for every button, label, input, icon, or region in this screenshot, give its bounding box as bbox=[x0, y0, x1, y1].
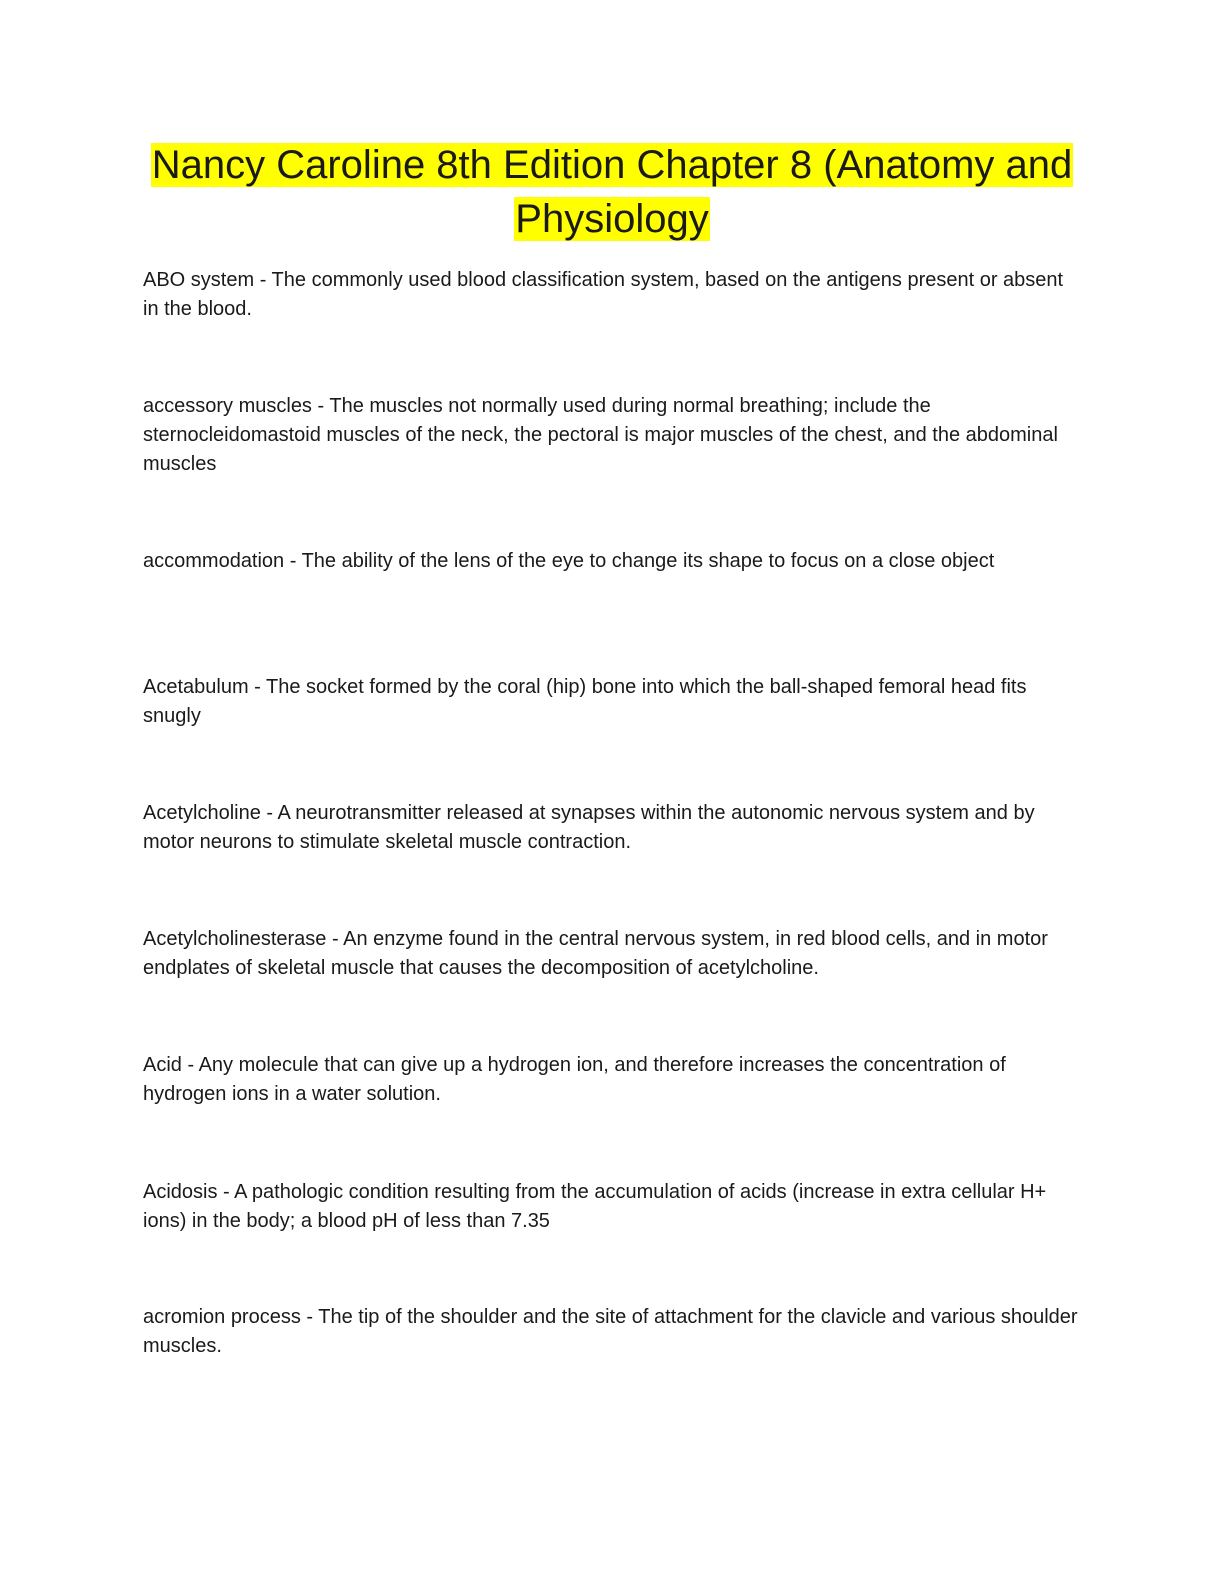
glossary-entry: Acid - Any molecule that can give up a hydrogen ion, and therefore increases the concentration of hydrogen ions in a water solution. bbox=[143, 1054, 1006, 1105]
glossary-entry: Acetabulum - The socket formed by the coral (hip) bone into which the ball-shaped femoral head fits snugly bbox=[143, 676, 1027, 727]
glossary-entry: Acidosis - A pathologic condition resulting from the accumulation of acids (increase in extra cellular H+ ions) in the body; a blood pH of less than 7.35 bbox=[143, 1181, 1047, 1232]
page-title bbox=[100, 138, 1124, 246]
glossary-entry: ABO system - The commonly used blood classification system, based on the antigens present or absent in the blood. bbox=[143, 269, 1064, 320]
glossary-entry: accommodation - The ability of the lens of the eye to change its shape to focus on a close object bbox=[143, 550, 995, 572]
glossary-entry: accessory muscles - The muscles not normally used during normal breathing; include the sternocleidomastoid muscles of the neck, the pectoral is major muscles of the chest, and the abdominal muscles bbox=[143, 395, 1058, 475]
glossary-entry: Acetylcholine - A neurotransmitter released at synapses within the autonomic nervous system and by motor neurons to stimulate skeletal muscle contraction. bbox=[143, 802, 1035, 853]
title-highlight: Nancy Caroline 8th Edition Chapter 8 (Anatomy and Physiology bbox=[151, 143, 1073, 241]
glossary-entry: acromion process - The tip of the shoulder and the site of attachment for the clavicle and various shoulder muscles. bbox=[143, 1306, 1078, 1357]
glossary-entry: Acetylcholinesterase - An enzyme found in the central nervous system, in red blood cells, and in motor endplates of skeletal muscle that causes the decomposition of acetylcholine. bbox=[143, 928, 1048, 979]
